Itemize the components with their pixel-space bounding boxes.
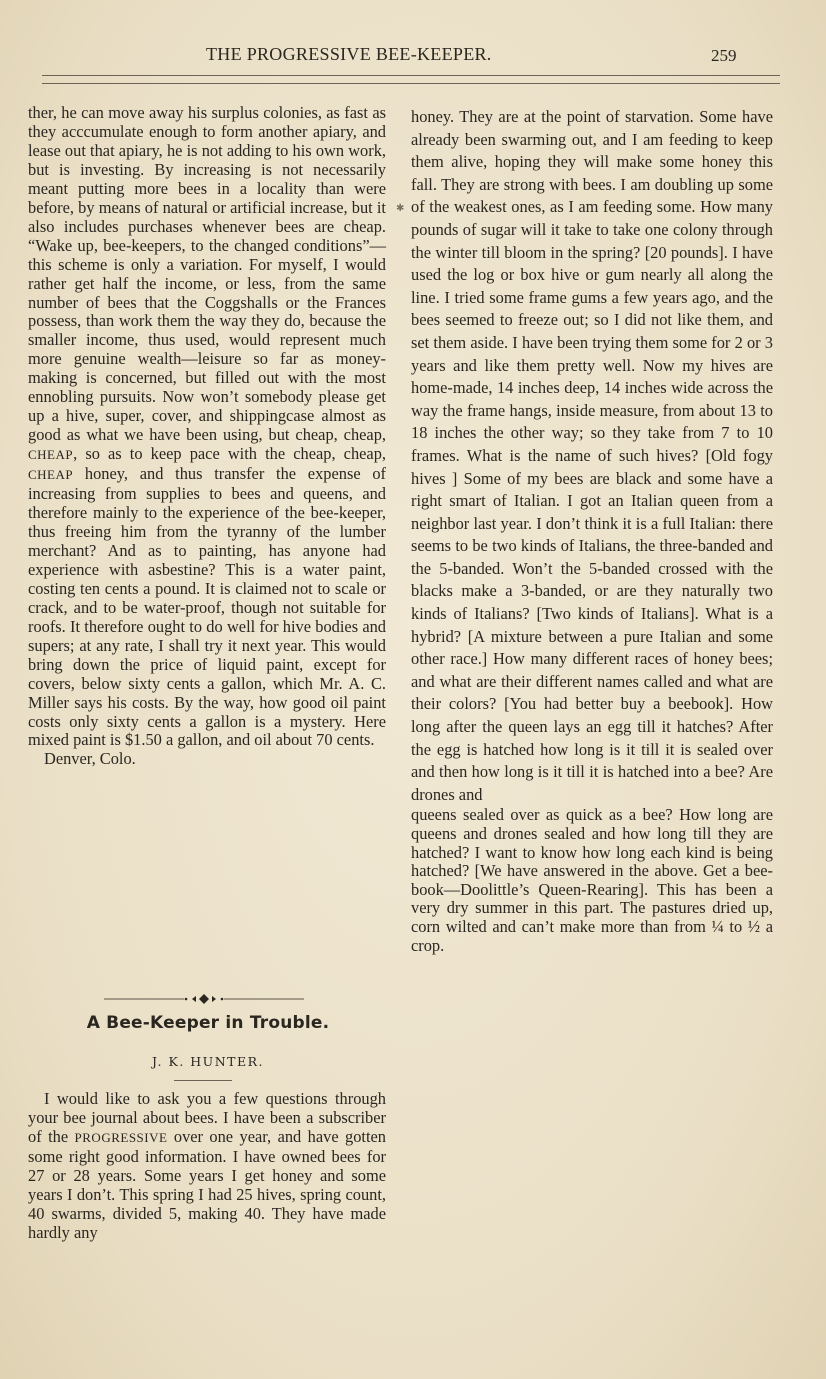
ornament-divider	[104, 992, 304, 1006]
page-number: 259	[711, 46, 737, 65]
article-title: A Bee-Keeper in Trouble.	[86, 1013, 330, 1033]
header-rule-top	[42, 75, 780, 76]
article-continuation-large: honey. They are at the point of starvation. Some have already been swarming out, and I am feeding to keep them alive, hoping they will make some honey this fall. They are strong with bees. I am doubling up some of the weakest ones, as I am feeding some. How many pounds of sugar will it take to take one colony through the winter till bloom in the spring? [20 pounds]. I have used the log or box hive or gum nearly all along the line. I tried some frame gums a few years ago, and the bees seemed to freeze out; so I did not like them, and set them aside. I have been trying them some for 2 or 3 years and like them pretty well. Now my hives are home-made, 14 inches deep, 14 inches wide across the way the frame hangs, inside measure, from about 13 to 18 inches the other way; so they take from 7 to 10 frames. What is the name of such hives? [Old fogy hives ] Some of my bees are black and some have a right smart of Italian. I got an Italian queen from a neighbor last year. I don’t think it is a full Italian: there seems to be two kinds of Italians, the three-banded and the 5-banded. Won’t the 5-banded crossed with the blacks make a 3-banded, or are they naturally two kinds of Italians? [Two kinds of Italians]. What is a hybrid? [A mixture between a pure Italian and some other race.] How many different races of honey bees; and what are their different names called and what are their colors? [You had better buy a beebook]. How long after the queen lays an egg till it hatches? After the egg is hatched how long is it till it is sealed over and then how long is it till it is hatched into a bee? Are drones and	[411, 107, 773, 804]
running-header	[20, 44, 780, 70]
fraction-half: ½	[747, 916, 761, 936]
continued-article-text	[28, 104, 386, 750]
fraction-quarter: ¼	[711, 916, 724, 936]
header-title: THE PROGRESSIVE BEE-KEEPER.	[206, 44, 492, 64]
article-continuation-small: queens sealed over as quick as a bee? How long are queens and drones sealed and how long till they are hatched? I want to know how long each kind is being hatched? [We have answered in the above. Get a bee-book—Doolittle’s Queen-Rearing]. This has been a very dry summer in this part. The pastures dried up, corn wilted and can’t make more than from ¼ to ½ a crop.	[411, 805, 773, 955]
signoff: Denver, Colo.	[44, 749, 136, 769]
intro-text: ther, he can move away his surplus colonies, as fast as they acccumulate enough to form another apiary, and lease out that apiary, he is not adding to his own work, but is investing. By increasing is not necessarily meant putting more bees in a locality than were before, by means of natural or artificial increase, but it also includes purchases whenever bees are cheap. “Wake up, bee-keepers, to the changed conditions”—this scheme is only a variation. For myself, I would rather get half the income, or less, from the same number of bees that the Coggshalls or the Frances possess, than work them the way they do, because the smaller income, thus used, would represent much more genuine wealth—leisure so far as money-making is concerned, but filled out with the most ennobling pursuits. Now won’t somebody please get up a hive, super, cover, and shippingcase almost as good as what we have been using, but cheap, cheap,	[28, 103, 386, 445]
cheap-emphasis: CHEAP	[28, 447, 74, 463]
print-speck: ✱	[396, 203, 405, 214]
cheap-emphasis: CHEAP	[28, 467, 74, 483]
right-column	[411, 106, 773, 955]
article-paragraph: I would like to ask you a few questions through your bee journal about bees. I have been a subscriber of the PROGRESSIVE over one year, and have gotten some right good information. I have owned bees for 27 or 28 years. Some years I get honey and some years I don’t. This spring I had 25 hives, spring count, 40 swarms, divided 5, making 40. They have made hardly any	[28, 1089, 386, 1242]
article-author: J. K. HUNTER.	[152, 1054, 264, 1069]
article-body-left	[28, 1090, 386, 1243]
header-rule-bottom	[42, 83, 780, 84]
journal-name: PROGRESSIVE	[74, 1129, 168, 1145]
author-rule	[174, 1080, 232, 1081]
text-after-cheap: , so as to keep pace with the cheap, cheap,	[73, 444, 386, 464]
left-column	[28, 104, 386, 769]
text-after-cheap: honey, and thus transfer the expense of increasing from supplies to bees and queens, and therefore mainly to the experience of the bee-keeper, thus freeing him from the tyranny of the lumber merchant? And as to painting, has anyone had experience with asbestine? This is a water paint, costing ten cents a pound. It is claimed not to scale or crack, and to be water-proof, though not suitable for roofs. It therefore ought to do well for hive bodies and supers; at any rate, I shall try it next year. This would bring down the price of liquid paint, except for covers, below sixty cents a gallon, which Mr. A. C. Miller says his costs. By the way, how good oil paint costs only sixty cents a gallon is a mystery. Here mixed paint is $1.50 a gallon, and oil about 70 cents.	[28, 464, 386, 750]
